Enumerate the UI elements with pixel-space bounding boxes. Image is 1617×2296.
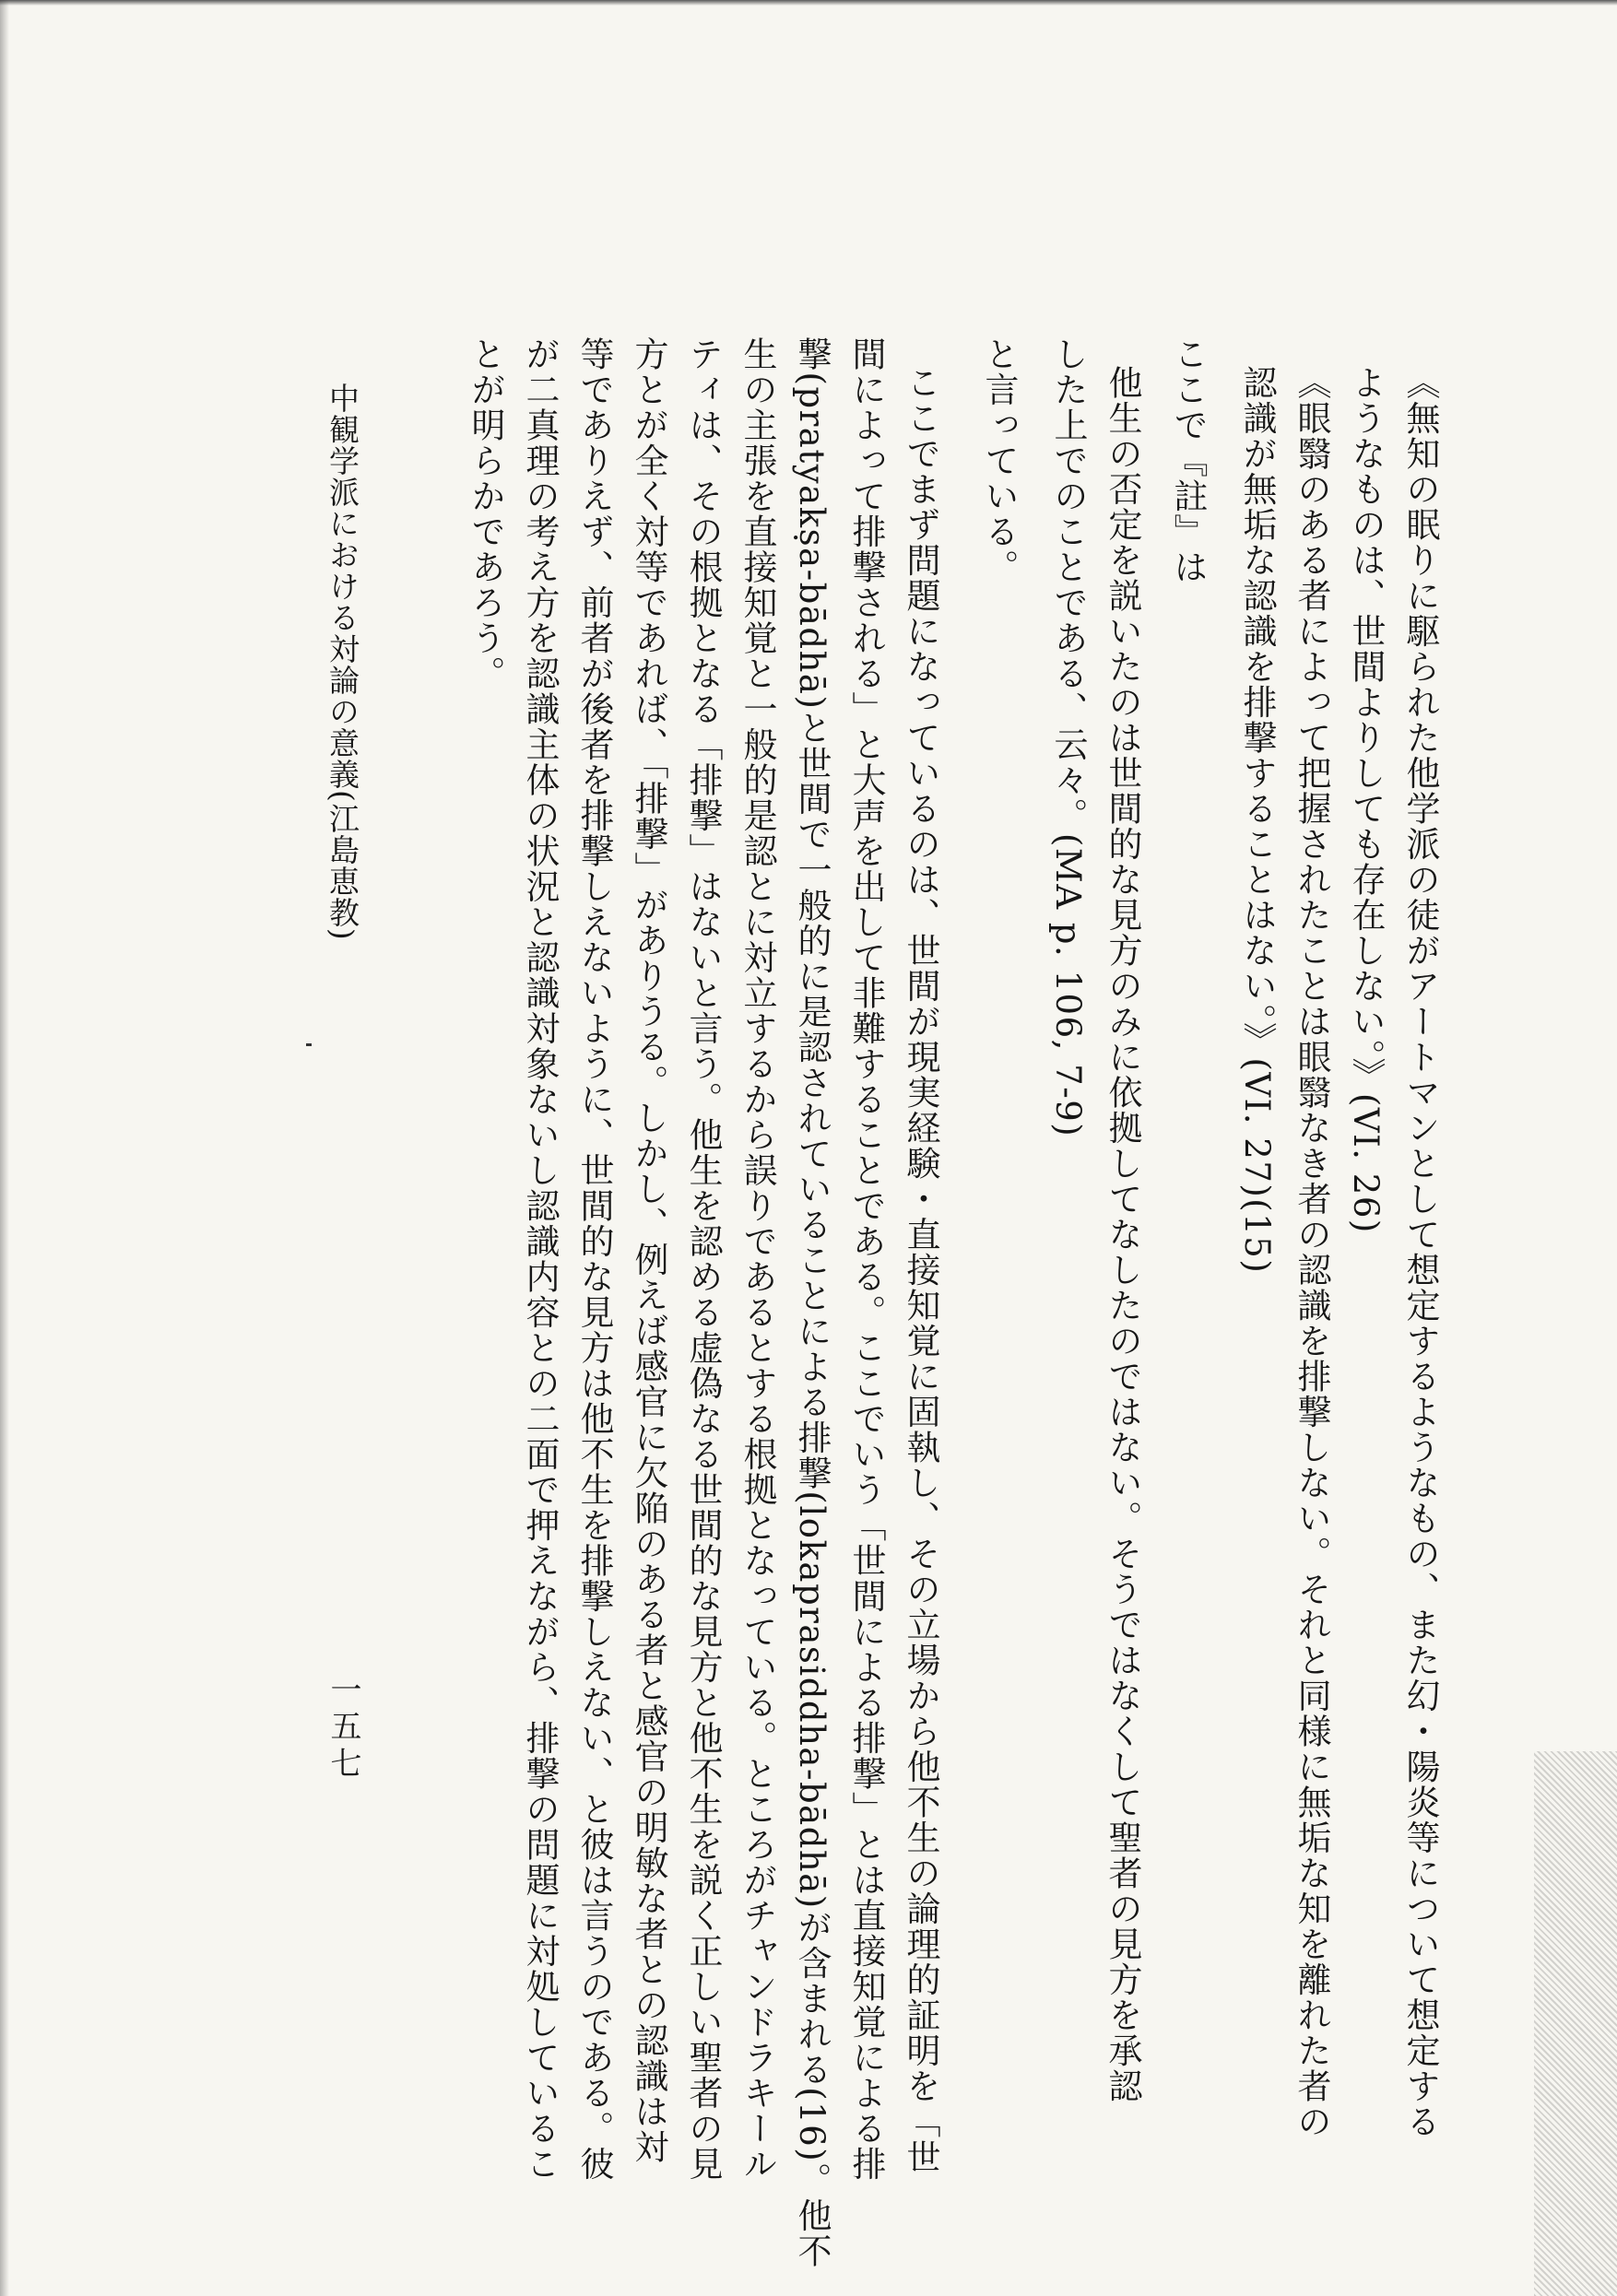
commentary-quote-line-1: 他生の否定を説いたのは世間的な見方のみに依拠してなしたのではない。そうではなくして聖者の見方を承認 [1103,365,1142,2104]
commentary-closing-line: と言っている。 [979,336,1019,585]
page-number: 一五七 [325,1673,361,1784]
paragraph-line-7: 等でありえず、前者が後者を排撃しえないように、世間的な見方は他不生を排撃しえない、と彼は言うのである。彼 [574,336,614,2182]
paragraph-line-1: ここでまず問題になっているのは、世間が現実経験・直接知覚に固執し、その立場から他不生の論理的証明を「世 [901,365,940,2175]
commentary-intro-line: ここで『註』は [1168,336,1208,585]
paragraph-line-5: ティは、その根拠となる「排撃」はないと言う。他生を認める虚偽なる世間的な見方と他不生を説く正しい聖者の見 [683,336,723,2182]
paragraph-line-9: とが明らかであろう。 [466,336,505,691]
commentary-quote-line-2: した上でのことである、云々。(MA p. 106, 7-9) [1048,336,1088,1138]
scan-noise-right [1534,1751,1617,2296]
quote-verse-27-line-1: 《眼翳のある者によって把握されたことは眼翳なき者の認識を排撃しない。それと同様に無垢な知を離れた者の [1292,365,1331,2139]
quote-verse-26-line-1: 《無知の眠りに駆られた他学派の徒がアートマンとして想定するようなもの、また幻・陽炎等について想定する [1400,365,1440,2139]
stray-mark [306,1043,312,1046]
paragraph-line-8: が二真理の考え方を認識主体の状況と認識対象ないし認識内容との二面で押えながら、排撃の問題に対処しているこ [520,336,560,2182]
scan-edge-left [0,0,9,2296]
paragraph-line-3: 撃(pratyakṣa-bādhā)と世間で一般的に是認されていることによる排撃(lokaprasiddha-bādhā)が含まれる(16)。他不 [792,336,832,2269]
paragraph-line-4: 生の主張を直接知覚と一般的是認とに対立するから誤りであるとする根拠となっている。ところがチャンドラキール [738,336,777,2182]
paragraph-line-6: 方とが全く対等であれば、「排撃」がありうる。しかし、例えば感官に欠陥のある者と感官の明敏な者との認識は対 [629,336,668,2165]
quote-verse-27-line-2: 認識が無垢な認識を排撃することはない。》(VI. 27)(15) [1237,365,1277,1275]
running-footer-title: 中観学派における対論の意義(江島恵教) [325,383,360,941]
paragraph-line-2: 間によって排撃される」と大声を出して非難することである。ここでいう「世間による排撃」とは直接知覚による排 [846,336,886,2182]
quote-verse-26-line-2: ようなものは、世間よりしても存在しない。》(VI. 26) [1346,365,1386,1234]
scan-edge-top [0,0,1617,6]
